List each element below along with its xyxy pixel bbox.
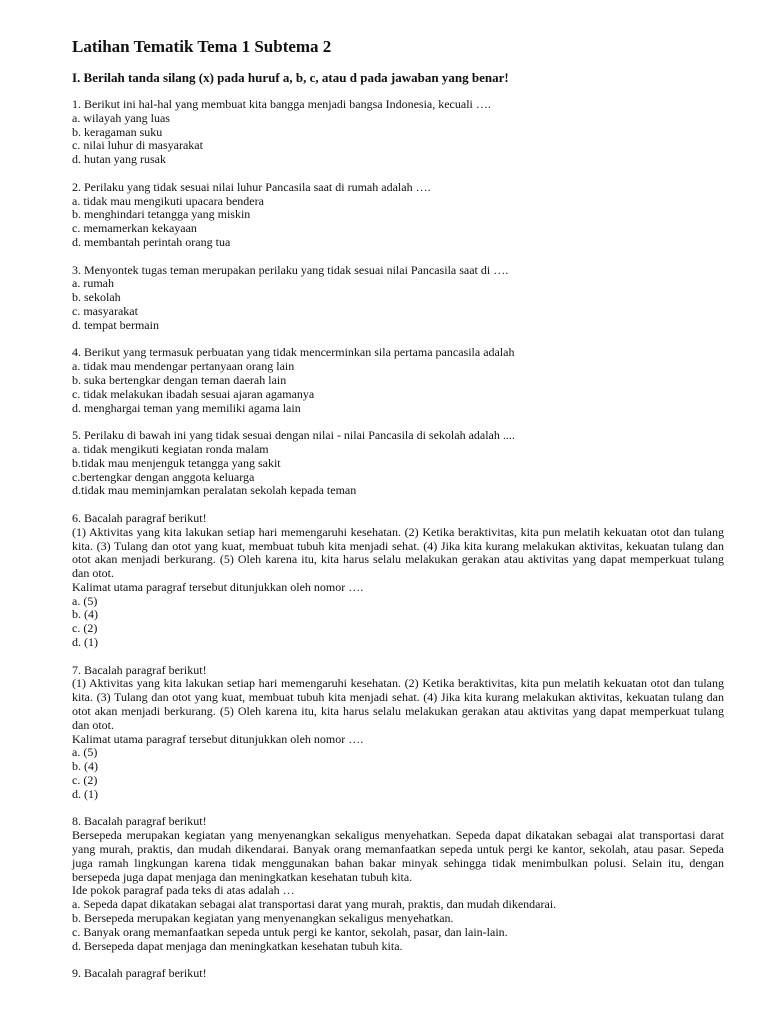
question-paragraph: (1) Aktivitas yang kita lakukan setiap hari memengaruhi kesehatan. (2) Ketika beraktivitas, kita pun melatih kekuatan otot dan tulang kita. (3) Tulang dan otot yang kuat, membuat tubuh kita menjadi sehat. (4) Jika kita kurang melakukan aktivitas, kekuatan tulang dan otot akan menjadi berkurang. (5) Oleh karena itu, kita harus selalu melakukan gerakan atau aktivitas yang dapat memperkuat tulang dan otot. <box>72 524 724 581</box>
question-5 <box>72 429 724 498</box>
question-8 <box>72 815 724 953</box>
option-c: c. Banyak orang memanfaatkan sepeda untuk pergi ke kantor, sekolah, pasar, dan lain-lain. <box>72 924 508 939</box>
option-d: d. tempat bermain <box>72 317 159 332</box>
option-b: b. suka bertengkar dengan teman daerah lain <box>72 372 287 387</box>
option-a: a. tidak mengikuti kegiatan ronda malam <box>72 441 269 456</box>
option-c: c. (2) <box>72 773 98 788</box>
option-c: c. masyarakat <box>72 303 138 318</box>
option-a: a. rumah <box>72 276 114 291</box>
option-c: c. (2) <box>72 621 98 636</box>
question-6 <box>72 512 724 650</box>
question-text: 6. Bacalah paragraf berikut! <box>72 510 207 525</box>
question-1 <box>72 98 724 167</box>
option-a: a. wilayah yang luas <box>72 110 170 125</box>
option-a: a. tidak mau mengikuti upacara bendera <box>72 193 264 208</box>
question-text: 3. Menyontek tugas teman merupakan perilaku yang tidak sesuai nilai Pancasila saat di …. <box>72 262 509 277</box>
question-paragraph: Bersepeda merupakan kegiatan yang menyenangkan sekaligus menyehatkan. Sepeda dapat dikatakan sebagai alat transportasi darat yang murah, praktis, dan mudah dikendarai. Banyak orang memanfaatkan sepeda untuk pergi ke kantor, sekolah, atau pasar. Sepeda juga ramah lingkungan karena tidak menggunakan bahan bakar minyak sehingga tidak menimbulkan polusi. Selain itu, dengan bersepeda juga dapat menjaga dan meningkatkan kesehatan tubuh kita. <box>72 828 724 884</box>
option-a: a. Sepeda dapat dikatakan sebagai alat transportasi darat yang murah, praktis, dan mudah dikendarai. <box>72 897 557 912</box>
question-4 <box>72 346 724 415</box>
option-d: d. Bersepeda dapat menjaga dan meningkatkan kesehatan tubuh kita. <box>72 938 403 953</box>
question-paragraph: (1) Aktivitas yang kita lakukan setiap hari memengaruhi kesehatan. (2) Ketika beraktivitas, kita pun melatih kekuatan otot dan tulang kita. (3) Tulang dan otot yang kuat, membuat tubuh kita menjadi sehat. (4) Jika kita kurang melakukan aktivitas, kekuatan tulang dan otot akan menjadi berkurang. (5) Oleh karena itu, kita harus selalu melakukan gerakan atau aktivitas yang dapat memperkuat tulang dan otot. <box>72 676 724 732</box>
question-2 <box>72 181 724 250</box>
question-text: 7. Bacalah paragraf berikut! <box>72 662 207 677</box>
option-d: d. membantah perintah orang tua <box>72 234 231 249</box>
option-c: c.bertengkar dengan anggota keluarga <box>72 469 255 484</box>
option-d: d. (1) <box>72 786 98 801</box>
option-a: a. tidak mau mendengar pertanyaan orang lain <box>72 359 295 374</box>
question-text: 4. Berikut yang termasuk perbuatan yang tidak mencerminkan sila pertama pancasila adalah <box>72 345 515 360</box>
option-b: b. (4) <box>72 607 98 622</box>
option-b: b. keragaman suku <box>72 124 163 139</box>
question-text: 2. Perilaku yang tidak sesuai nilai luhur Pancasila saat di rumah adalah …. <box>72 179 431 194</box>
question-text: 9. Bacalah paragraf berikut! <box>72 966 207 981</box>
option-c: c. tidak melakukan ibadah sesuai ajaran agamanya <box>72 386 315 401</box>
document-page <box>72 36 724 981</box>
question-prompt: Ide pokok paragraf pada teks di atas adalah … <box>72 883 295 898</box>
option-d: d. menghargai teman yang memiliki agama lain <box>72 400 301 415</box>
question-prompt: Kalimat utama paragraf tersebut ditunjukkan oleh nomor …. <box>72 731 364 746</box>
question-7 <box>72 664 724 802</box>
option-d: d. hutan yang rusak <box>72 152 166 167</box>
document-title: Latihan Tematik Tema 1 Subtema 2 <box>72 37 332 56</box>
option-a: a. (5) <box>72 745 98 760</box>
option-b: b. sekolah <box>72 290 121 305</box>
question-text: 8. Bacalah paragraf berikut! <box>72 814 207 829</box>
option-c: c. nilai luhur di masyarakat <box>72 138 203 153</box>
option-b: b. (4) <box>72 759 98 774</box>
option-b: b.tidak mau menjenguk tetangga yang sakit <box>72 455 281 470</box>
option-d: d. (1) <box>72 635 98 650</box>
option-b: b. menghindari tetangga yang miskin <box>72 207 251 222</box>
option-c: c. memamerkan kekayaan <box>72 221 197 236</box>
instruction-text: I. Berilah tanda silang (x) pada huruf a, b, c, atau d pada jawaban yang benar! <box>72 70 509 85</box>
question-3 <box>72 264 724 333</box>
question-text: 1. Berikut ini hal-hal yang membuat kita bangga menjadi bangsa Indonesia, kecuali …. <box>72 97 491 111</box>
question-prompt: Kalimat utama paragraf tersebut ditunjukkan oleh nomor …. <box>72 579 364 594</box>
option-b: b. Bersepeda merupakan kegiatan yang menyenangkan sekaligus menyehatkan. <box>72 911 454 926</box>
question-text: 5. Perilaku di bawah ini yang tidak sesuai dengan nilai - nilai Pancasila di sekolah adalah .... <box>72 428 515 443</box>
question-9 <box>72 967 724 981</box>
option-a: a. (5) <box>72 593 98 608</box>
option-d: d.tidak mau meminjamkan peralatan sekolah kepada teman <box>72 483 357 498</box>
